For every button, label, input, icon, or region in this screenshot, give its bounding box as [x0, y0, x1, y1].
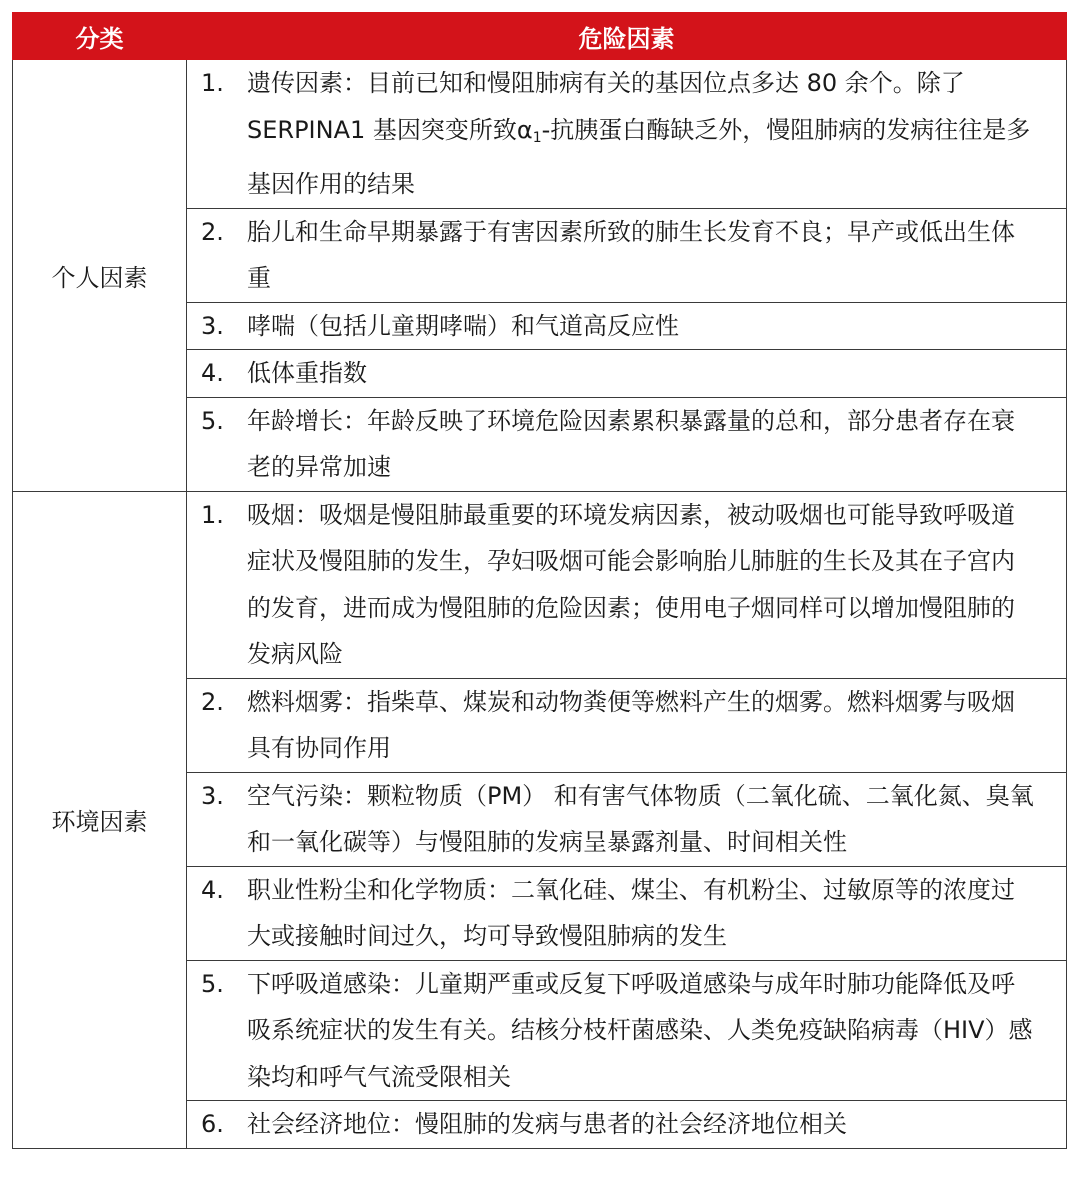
- risk-item-personal-3: [187, 302, 1067, 350]
- item-number: 2.: [201, 217, 224, 246]
- item-number: 5.: [201, 406, 224, 435]
- item-text: 哮喘（包括儿童期哮喘）和气道高反应性: [247, 311, 679, 340]
- risk-item-env-4: [187, 866, 1067, 960]
- header-category: 分类: [13, 13, 187, 60]
- risk-factor-table: [12, 12, 1067, 1149]
- item-number: 4.: [201, 875, 224, 904]
- item-text-part: -抗胰蛋白酶缺乏外，慢阻肺病的发病往往是多基因作用的结果: [247, 115, 1031, 198]
- item-number: 4.: [201, 359, 224, 387]
- risk-item-env-2: [187, 678, 1067, 772]
- item-text: [247, 60, 1036, 208]
- item-text: 社会经济地位：慢阻肺的发病与患者的社会经济地位相关: [247, 1110, 847, 1138]
- item-number: 5.: [201, 969, 224, 998]
- item-text: 下呼吸道感染：儿童期严重或反复下呼吸道感染与成年时肺功能降低及呼吸系统症状的发生有关。结核分枝杆菌感染、人类免疫缺陷病毒（HIV）感染均和呼气气流受限相关: [247, 969, 1033, 1091]
- alpha-subscript: 1: [532, 129, 542, 146]
- item-number: 2.: [201, 687, 224, 716]
- risk-item-env-1: [187, 491, 1067, 678]
- item-number: 1.: [201, 500, 224, 529]
- risk-item-env-5: [187, 960, 1067, 1101]
- item-number: 1.: [201, 69, 224, 97]
- item-text-part: 遗传因素：目前已知和慢阻肺病有关的基因位点多达 80 余个。除了 SERPINA1 基因突变所致α: [247, 69, 965, 144]
- table-row: [13, 491, 1067, 678]
- category-environmental: 环境因素: [13, 491, 187, 1148]
- item-text: 吸烟：吸烟是慢阻肺最重要的环境发病因素，被动吸烟也可能导致呼吸道症状及慢阻肺的发生，孕妇吸烟可能会影响胎儿肺脏的生长及其在子宫内的发育，进而成为慢阻肺的危险因素；使用电子烟同样可以增加慢阻肺的发病风险: [247, 500, 1015, 668]
- risk-item-env-6: [187, 1101, 1067, 1149]
- risk-item-personal-1: [187, 60, 1067, 209]
- item-text: 低体重指数: [247, 359, 367, 387]
- item-text: 空气污染：颗粒物质（PM） 和有害气体物质（二氧化硫、二氧化氮、臭氧和一氧化碳等）与慢阻肺的发病呈暴露剂量、时间相关性: [247, 781, 1034, 856]
- item-number: 3.: [201, 781, 224, 810]
- category-personal: 个人因素: [13, 60, 187, 492]
- risk-item-env-3: [187, 772, 1067, 866]
- item-number: 3.: [201, 311, 224, 340]
- item-text: 年龄增长：年龄反映了环境危险因素累积暴露量的总和，部分患者存在衰老的异常加速: [247, 406, 1015, 481]
- risk-item-personal-5: [187, 397, 1067, 491]
- risk-item-personal-4: [187, 350, 1067, 398]
- item-text: 燃料烟雾：指柴草、煤炭和动物粪便等燃料产生的烟雾。燃料烟雾与吸烟具有协同作用: [247, 687, 1015, 762]
- header-risk-factors: 危险因素: [187, 13, 1067, 60]
- table-row: [13, 60, 1067, 209]
- item-number: 6.: [201, 1110, 224, 1138]
- item-text: 胎儿和生命早期暴露于有害因素所致的肺生长发育不良；早产或低出生体重: [247, 217, 1015, 292]
- table-header-row: [13, 13, 1067, 60]
- risk-item-personal-2: [187, 208, 1067, 302]
- item-text: 职业性粉尘和化学物质：二氧化硅、煤尘、有机粉尘、过敏原等的浓度过大或接触时间过久，均可导致慢阻肺病的发生: [247, 875, 1015, 950]
